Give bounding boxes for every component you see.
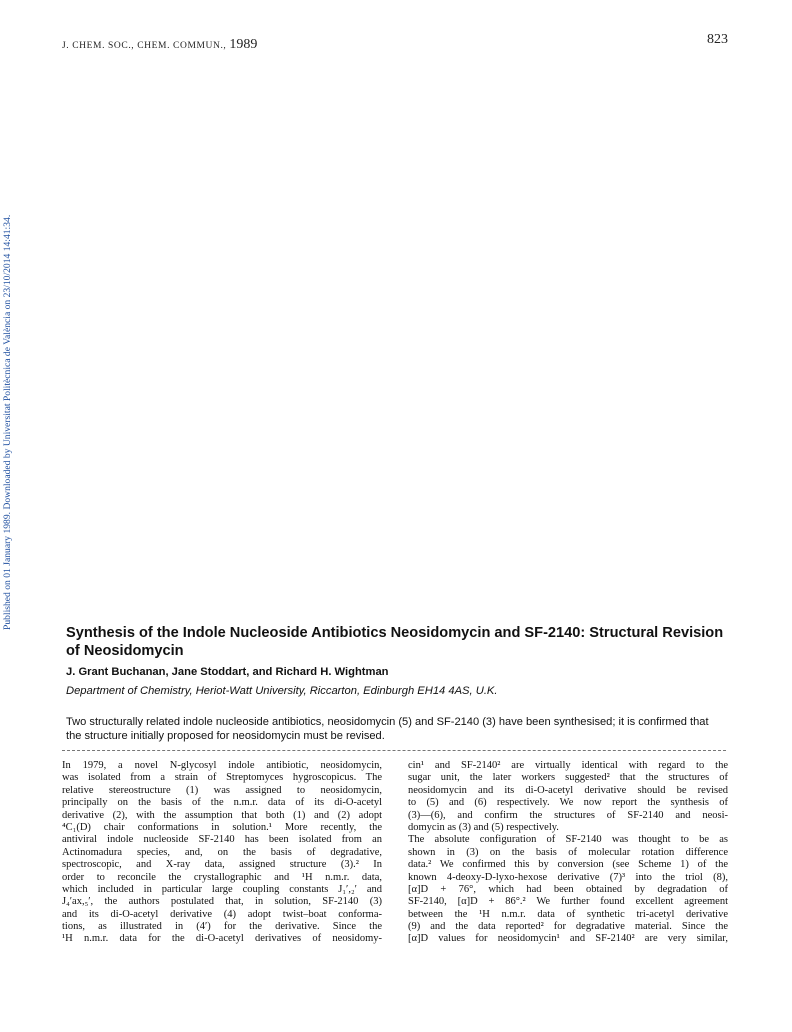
body-line: which included in particular large coupling constants J₁′,₂′ and	[62, 883, 382, 895]
download-notice-text[interactable]: Published on 01 January 1989. Downloaded by Universitat Politècnica de València on 23/10/2014 14:41:34.	[2, 214, 13, 630]
body-line: tions, as illustrated in (4′) for the derivative. Since the	[62, 921, 382, 933]
body-line: [α]D values for neosidomycin¹ and SF-2140² are very similar,	[408, 933, 728, 945]
body-line: sugar unit, the later workers suggested² that the structures of	[408, 772, 728, 784]
body-line: cin¹ and SF-2140² are virtually identical with regard to the	[408, 760, 728, 771]
download-notice[interactable]	[2, 160, 18, 630]
affiliation: Department of Chemistry, Heriot-Watt University, Riccarton, Edinburgh EH14 4AS, U.K.	[66, 685, 498, 697]
body-line: derivative (2), with the assumption that both (1) and (2) adopt	[62, 809, 382, 821]
body-line: [α]D + 76°, which had been obtained by degradation of	[408, 883, 728, 895]
author-list: J. Grant Buchanan, Jane Stoddart, and Richard H. Wightman	[66, 666, 389, 678]
body-line: principally on the basis of the n.m.r. data of its di-O-acetyl	[62, 797, 382, 809]
journal-name: J. CHEM. SOC., CHEM. COMMUN.,	[62, 41, 230, 51]
body-line: order to reconcile the crystallographic and ¹H n.m.r. data,	[62, 871, 382, 883]
body-line: spectroscopic, and X-ray data, assigned structure (3).² In	[62, 859, 382, 871]
body-line: The absolute configuration of SF-2140 was thought to be as	[408, 834, 728, 846]
body-line: shown in (3) on the basis of molecular rotation difference	[408, 846, 728, 858]
body-line: to (5) and (6) respectively. We now report the synthesis of	[408, 797, 728, 809]
body-line: SF-2140, [α]D + 86°.² We further found excellent agreement	[408, 896, 728, 908]
body-line: domycin as (3) and (5) respectively.	[408, 821, 559, 833]
body-line: (9) and the data reported² for degradative material. Since the	[408, 921, 728, 933]
body-line: ⁴C₁(D) chair conformations in solution.¹ More recently, the	[62, 821, 382, 833]
body-line: neosidomycin and its di-O-acetyl derivative should be revised	[408, 784, 728, 796]
article-title: Synthesis of the Indole Nucleoside Antibiotics Neosidomycin and SF-2140: Structural Revision of Neosidomycin	[66, 625, 724, 659]
body-line: ¹H n.m.r. data for the di-O-acetyl derivatives of neosidomy-	[62, 933, 382, 945]
body-line: In 1979, a novel N-glycosyl indole antibiotic, neosidomycin,	[62, 760, 382, 771]
body-line: Actinomadura species, and, on the basis of degradative,	[62, 846, 382, 858]
body-line: data.² We confirmed this by conversion (see Scheme 1) of the	[408, 859, 728, 871]
abstract: Two structurally related indole nucleoside antibiotics, neosidomycin (5) and SF-2140 (3) have been synthesised; it is confirmed that the structure initially proposed for neosidomycin must be revised.	[66, 716, 709, 742]
abstract-divider	[62, 750, 726, 751]
body-line: between the ¹H n.m.r. data of synthetic tri-acetyl derivative	[408, 908, 728, 920]
body-line: J₄′ax,₅′, the authors postulated that, in solution, SF-2140 (3)	[62, 896, 382, 908]
body-line: antiviral indole nucleoside SF-2140 has been isolated from an	[62, 834, 382, 846]
body-line: relative stereostructure (1) was assigned to neosidomycin,	[62, 784, 382, 796]
body-column-left	[62, 760, 382, 946]
body-line: and its di-O-acetyl derivative (4) adopt twist–boat conforma-	[62, 908, 382, 920]
body-line: was isolated from a strain of Streptomyces hygroscopicus. The	[62, 772, 382, 784]
journal-year: 1989	[229, 37, 258, 52]
running-header	[62, 37, 257, 53]
body-line: known 4-deoxy-D-lyxo-hexose derivative (7)³ into the triol (8),	[408, 871, 728, 883]
body-line: (3)—(6), and confirm the structures of SF-2140 and neosi-	[408, 809, 728, 821]
page-number: 823	[707, 32, 728, 47]
body-column-right	[408, 760, 728, 946]
